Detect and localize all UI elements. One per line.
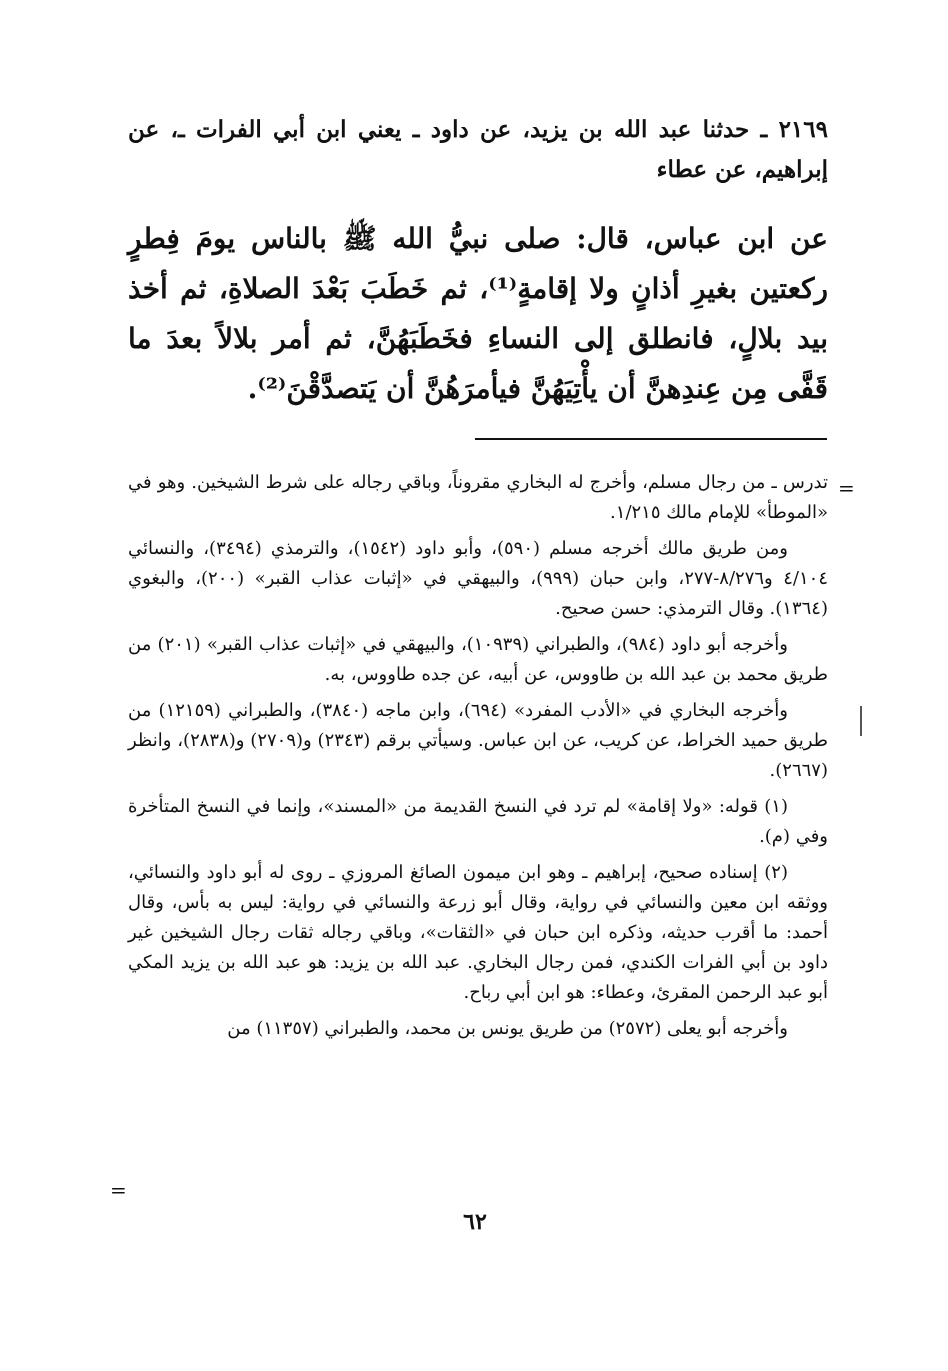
footnote-2: (٢) إسناده صحيح، إبراهيم ـ وهو ابن ميمون الصائغ المروزي ـ روى له أبو داود والنسائي، ووثقه ابن معين والنسائي في رواية، وقال أبو زرعة والنسائي في رواية: ليس به بأس، وقال أحمد: ما أقرب حديثه، وذكره ابن حبان في «الثقات»، وباقي رجاله ثقات رجال الشيخين غير داود بن أبي الفرات الكندي، فمن رجال البخاري. عبد الله بن يزيد: هو عبد الله بن يزيد المكي أبو عبد الرحمن المقرئ، وعطاء: هو ابن أبي رباح. — [128, 862, 828, 1003]
continuation-mark-end: = — [110, 1178, 127, 1202]
continuation-mark-start: = — [838, 476, 855, 500]
footnote-separator — [475, 438, 827, 440]
footnotes — [128, 468, 828, 1050]
margin-mark — [860, 706, 862, 736]
hadith-matn — [128, 214, 828, 414]
footnote-paragraph: تدرس ـ من رجال مسلم، وأخرج له البخاري مقروناً، وباقي رجاله على شرط الشيخين. وهو في «الموطأ» للإمام مالك ١/٢١٥. — [128, 472, 828, 523]
footnote-paragraph: وأخرجه أبو داود (٩٨٤)، والطبراني (١٠٩٣٩)، والبيهقي في «إثبات عذاب القبر» (٢٠١) من طريق محمد بن عبد الله بن طاووس، عن أبيه، عن جده طاووس، به. — [128, 634, 828, 685]
isnad-text: ٢١٦٩ ـ حدثنا عبد الله بن يزيد، عن داود ـ يعني ابن أبي الفرات ـ، عن إبراهيم، عن عطاء — [128, 116, 828, 183]
footnote-paragraph: ومن طريق مالك أخرجه مسلم (٥٩٠)، وأبو داود (١٥٤٢)، والترمذي (٣٤٩٤)، والنسائي ٤/١٠٤ و٨/٢٧٦-٢٧٧، وابن حبان (٩٩٩)، والبيهقي في «إثبات عذاب القبر» (٢٠٠)، والبغوي (١٣٦٤). وقال الترمذي: حسن صحيح. — [128, 538, 829, 619]
footnote-paragraph: وأخرجه أبو يعلى (٢٥٧٢) من طريق يونس بن محمد، والطبراني (١١٣٥٧) من — [227, 1018, 788, 1039]
matn-text: عن ابن عباس، قال: صلى نبيُّ الله ﷺ بالناس يومَ فِطرٍ ركعتين بغيرِ أذانٍ ولا إقامةٍ⁽¹⁾، ثم خَطَبَ بَعْدَ الصلاةِ، ثم أخذ بيد بلالٍ، فانطلق إلى النساءِ فخَطَبَهُنَّ، ثم أمر بلالاً بعدَ ما قَفَّى مِن عِندِهنَّ أن يأْتِيَهُنَّ فيأمرَهُنَّ أن يَتصدَّقْنَ⁽²⁾. — [128, 222, 829, 405]
footnote-paragraph: وأخرجه البخاري في «الأدب المفرد» (٦٩٤)، وابن ماجه (٣٨٤٠)، والطبراني (١٢١٥٩) من طريق حميد الخراط، عن كريب، عن ابن عباس. وسيأتي برقم (٢٣٤٣) و(٢٧٠٩) و(٢٨٣٨)، وانظر (٢٦٦٧). — [128, 700, 828, 781]
page-number: ٦٢ — [463, 1209, 487, 1235]
footnote-1: (١) قوله: «ولا إقامة» لم ترد في النسخ القديمة من «المسند»، وإنما في النسخ المتأخرة وفي (م). — [128, 796, 828, 847]
hadith-isnad — [128, 110, 828, 190]
